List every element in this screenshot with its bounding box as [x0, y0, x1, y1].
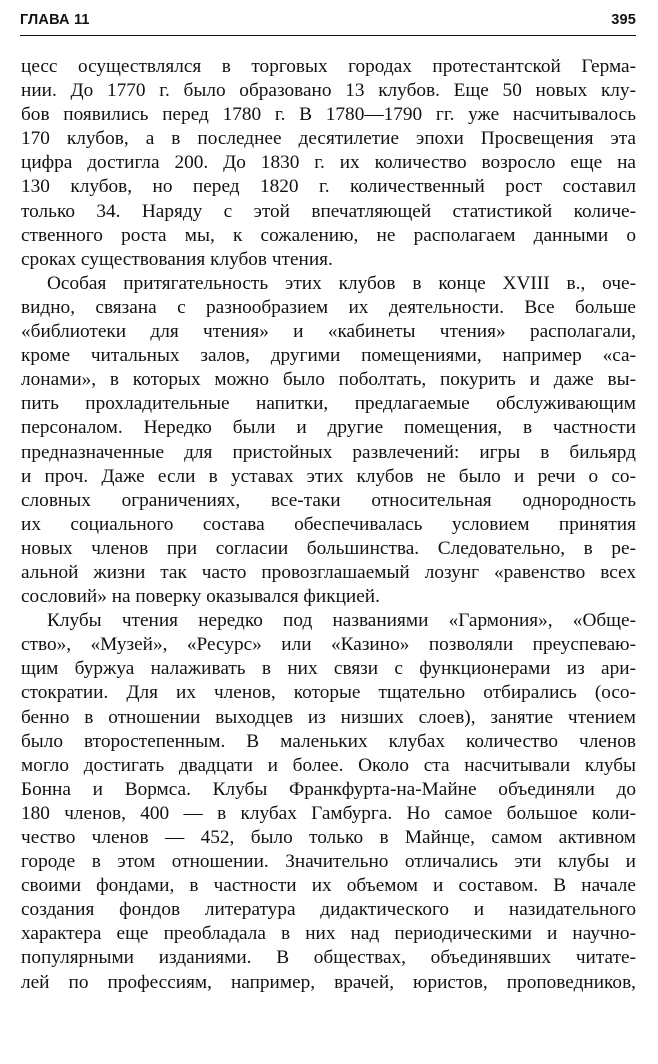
paragraph-1-line: только 34. Наряду с этой впечатляющей статистикой количе- — [21, 200, 636, 222]
paragraph-1-line: цифра достигла 200. До 1830 г. их количество возросло еще на — [21, 152, 636, 174]
paragraph-3-line: Клубы чтения нередко под названиями «Гармония», «Обще- — [47, 610, 636, 632]
paragraph-1-line: нии. До 1770 г. было образовано 13 клубов. Еще 50 новых клу- — [21, 80, 636, 102]
paragraph-2-line: «библиотеки для чтения» и «кабинеты чтения» располагали, — [21, 321, 636, 343]
paragraph-1-line: ственного роста мы, к сожалению, не располагаем данными о — [21, 224, 636, 246]
paragraph-1-line: 170 клубов, а в последнее десятилетие эпохи Просвещения эта — [21, 128, 636, 150]
paragraph-3-line: чество членов — 452, было только в Майнце, самом активном — [21, 827, 636, 848]
paragraph-2-line: кроме читальных залов, другими помещениями, например «са- — [21, 345, 636, 367]
running-head — [20, 12, 636, 34]
body-text — [21, 55, 636, 995]
paragraph-3-line: стократии. Для их членов, которые тщательно отбирались (осо- — [21, 682, 636, 704]
paragraph-2-line: новых членов при согласии большинства. Следовательно, в ре- — [21, 537, 636, 559]
paragraph-1-line: сроках существования клубов чтения. — [21, 248, 333, 270]
paragraph-3-line: было второстепенным. В маленьких клубах количество членов — [21, 730, 636, 752]
paragraph-1-line: 130 клубов, но перед 1820 г. количественный рост составил — [21, 176, 636, 198]
paragraph-2-line: предназначенные для пристойных развлечений: игры в бильярд — [21, 441, 636, 463]
paragraph-2-line: их социального состава обеспечивалась условием принятия — [21, 513, 636, 535]
paragraph-3-line: ство», «Музей», «Ресурс» или «Казино» позволяли преуспеваю- — [21, 634, 636, 656]
paragraph-2-line: видно, связана с разнообразием их деятельности. Все больше — [21, 296, 636, 318]
paragraph-2-line: Особая притягательность этих клубов в конце XVIII в., оче- — [47, 272, 636, 294]
paragraph-2-line: и проч. Даже если в уставах этих клубов не было и речи о со- — [21, 465, 636, 487]
paragraph-3-line: лей по профессиям, например, врачей, юристов, проповедников, — [21, 971, 636, 993]
paragraph-2-line: словных ограничениях, все-таки относительная однородность — [21, 489, 636, 511]
paragraph-3-line: создания фондов литература дидактического и назидательного — [21, 899, 636, 921]
paragraph-3-line: 180 членов, 400 — в клубах Гамбурга. Но самое большое коли- — [21, 802, 636, 824]
paragraph-3-line: Бонна и Вормса. Клубы Франкфурта-на-Майне объединяли до — [21, 778, 636, 800]
paragraph-2-line: пить прохладительные напитки, предлагаемые обслуживающим — [21, 393, 636, 415]
paragraph-2-line: альной жизни так часто провозглашаемый лозунг «равенство всех — [21, 561, 636, 583]
paragraph-3-line: характера еще преобладала в них над периодическими и научно- — [21, 923, 636, 945]
paragraph-3-line: щим буржуа налаживать в них связи с функционерами из ари- — [21, 658, 636, 680]
paragraph-1-line: цесс осуществлялся в торговых городах протестантской Герма- — [21, 56, 636, 77]
paragraph-3-line: популярными изданиями. В обществах, объединявших читате- — [21, 947, 636, 969]
paragraph-3-line: городе в этом отношении. Значительно отличались эти клубы и — [21, 851, 636, 873]
chapter-title: ГЛАВА 11 — [20, 12, 90, 28]
page-number: 395 — [611, 12, 636, 28]
paragraph-3-line: своими фондами, в частности их объемом и составом. В начале — [21, 875, 636, 897]
header-rule — [20, 35, 636, 36]
paragraph-3-line: бенно в отношении выходцев из низших слоев), занятие чтением — [21, 706, 636, 728]
paragraph-2-line: персоналом. Нередко были и другие помещения, в частности — [21, 417, 636, 439]
paragraph-2-line: сословий» на поверку оказывался фикцией. — [21, 586, 380, 608]
paragraph-1-line: бов появились перед 1780 г. В 1780—1790 гг. уже насчитывалось — [21, 104, 636, 126]
paragraph-3-line: могло достигать двадцати и более. Около ста насчитывали клубы — [21, 754, 636, 776]
paragraph-2-line: лонами», в которых можно было поболтать, покурить и даже вы- — [21, 369, 636, 391]
